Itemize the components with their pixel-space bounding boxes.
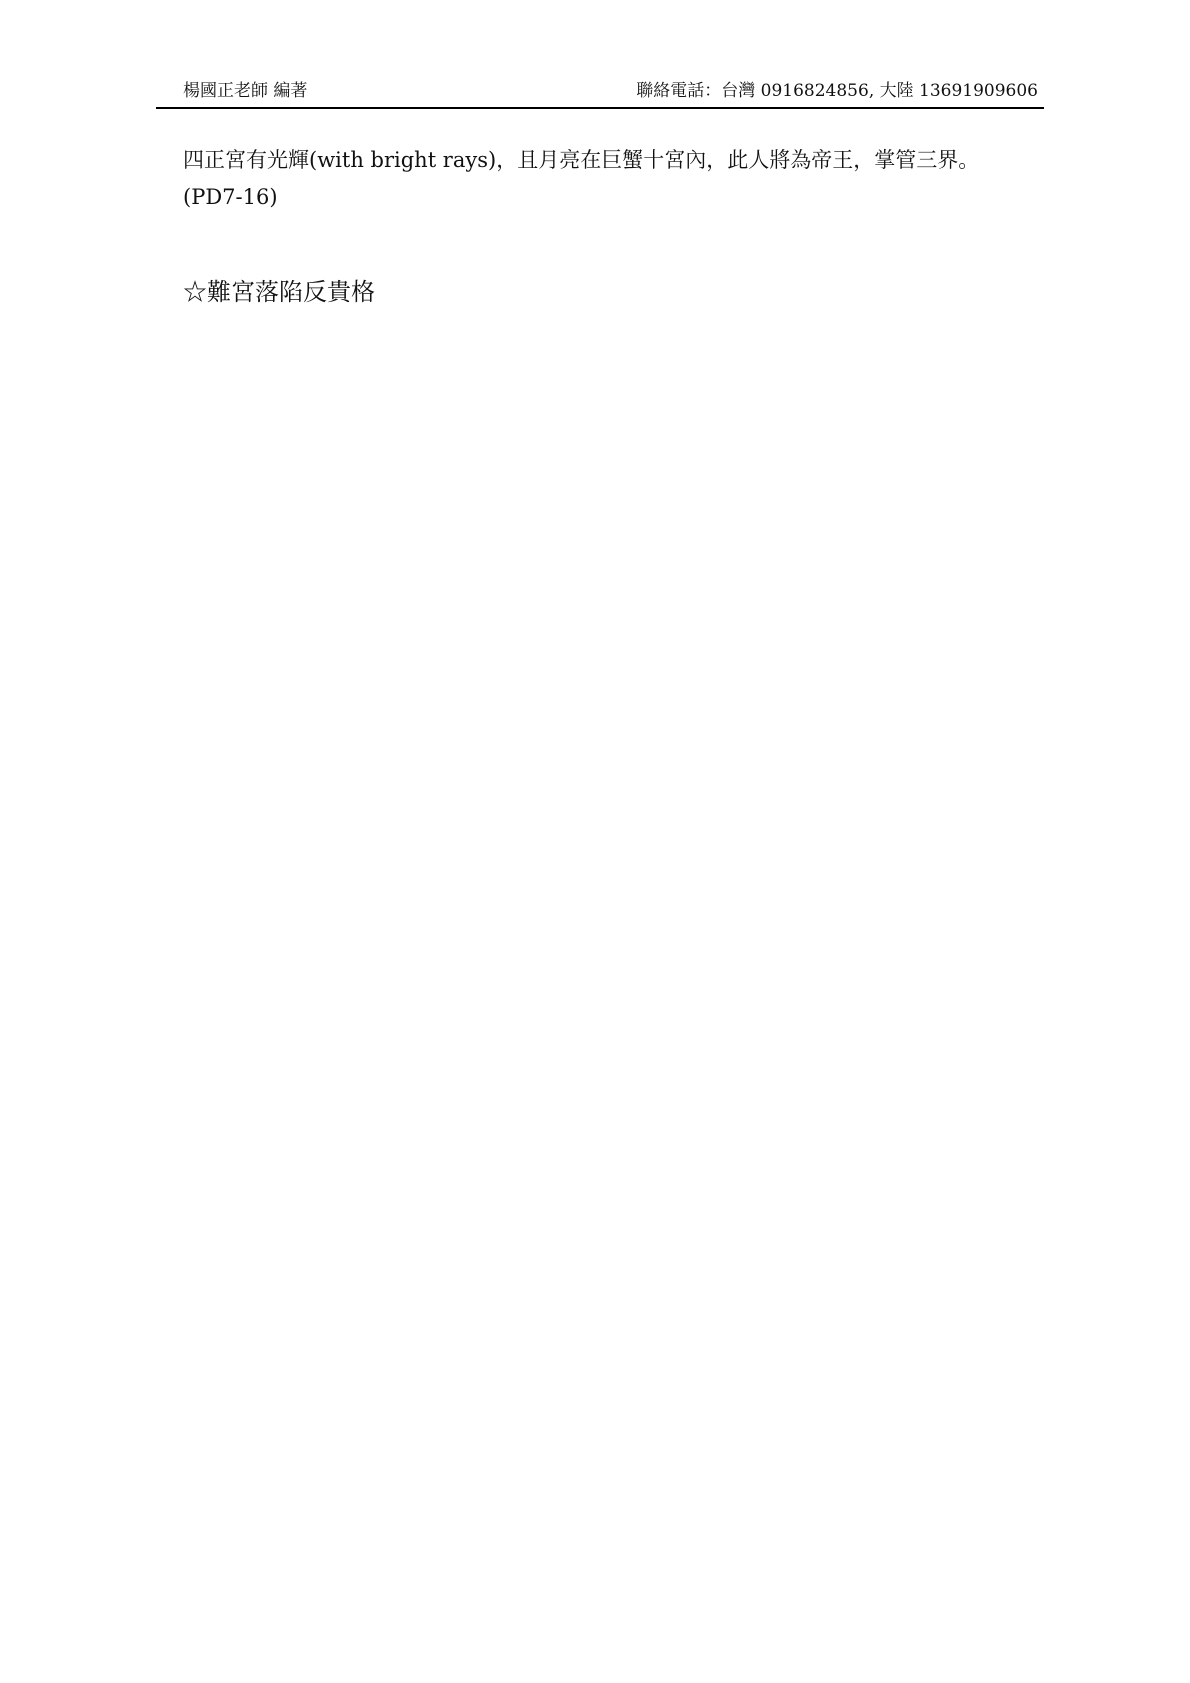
header-divider [156,107,1044,109]
intro-paragraph: 四正宮有光輝(with bright rays)，且月亮在巨蟹十宮內，此人將為帝王，掌管三界。(PD7-16) [183,148,980,209]
header-author: 楊國正老師 編著 [183,81,308,101]
section-heading: ☆難宮落陷反貴格 [183,278,375,306]
header-phone: 聯絡電話：台灣 0916824856, 大陸 13691909606 [636,81,1038,101]
